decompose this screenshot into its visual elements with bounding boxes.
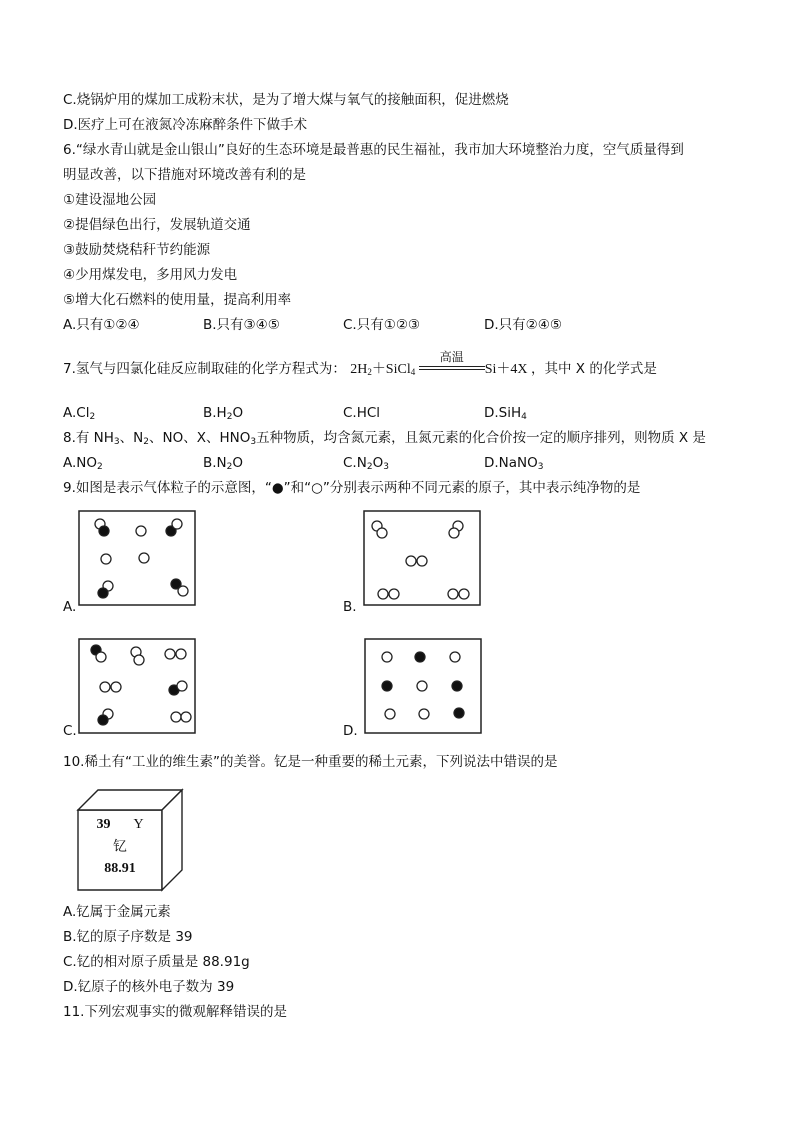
q6-item-1: ①建设湿地公园 — [63, 192, 157, 208]
question-10-stem: 10.稀土有“工业的维生素”的美誉。钇是一种重要的稀土元素，下列说法中错误的是 — [63, 754, 558, 770]
element-cube-yttrium — [64, 786, 188, 898]
white-atom — [136, 526, 146, 536]
question-11-stem: 11.下列宏观事实的微观解释错误的是 — [63, 1004, 287, 1020]
white-atom — [406, 556, 416, 566]
element-info — [78, 814, 162, 880]
equals-line-top — [419, 366, 485, 367]
q7-option-d[interactable]: D.SiH$_4$ — [484, 405, 527, 422]
element-symbol: Y — [133, 817, 144, 832]
particle-diagram-a[interactable] — [78, 510, 202, 610]
white-atom — [181, 712, 191, 722]
q7-option-c[interactable]: C.HCl — [343, 405, 381, 421]
white-atom — [171, 712, 181, 722]
white-atom — [448, 589, 458, 599]
black-atom — [452, 681, 462, 691]
q6-item-5: ⑤增大化石燃料的使用量，提高利用率 — [63, 292, 292, 308]
atomic-mass: 88.91 — [104, 861, 136, 876]
q7-suffix: ，其中 X 的化学式是 — [531, 361, 657, 377]
black-atom — [99, 526, 109, 536]
q7-option-a[interactable]: $A.Cl_2$ — [63, 405, 96, 422]
condition-label: 高温 — [439, 350, 464, 364]
white-atom — [178, 586, 188, 596]
white-atom — [111, 682, 121, 692]
white-atom — [377, 528, 387, 538]
white-atom — [100, 682, 110, 692]
white-atom — [459, 589, 469, 599]
white-atom — [101, 554, 111, 564]
q10-option-d[interactable]: D.钇原子的核外电子数为 39 — [63, 979, 235, 995]
q6-option-a[interactable]: A.只有①②④ — [63, 317, 140, 333]
line-c-coal: C.烧锅炉用的煤加工成粉末状，是为了增大煤与氧气的接触面积，促进燃烧 — [63, 92, 509, 108]
white-atom — [419, 709, 429, 719]
question-9-stem: 9.如图是表示气体粒子的示意图，“●”和“○”分别表示两种不同元素的原子，其中表示纯净物的是 — [63, 480, 641, 496]
q10-option-b[interactable]: B.钇的原子序数是 39 — [63, 929, 193, 945]
white-atom — [449, 528, 459, 538]
white-atom — [417, 556, 427, 566]
black-atom — [454, 708, 464, 718]
q7-prefix: 7.氢气与四氯化硅反应制取硅的化学方程式为： — [63, 361, 346, 377]
white-atom — [165, 649, 175, 659]
white-atom — [385, 709, 395, 719]
q7-option-b[interactable]: $B.H_2O$ — [203, 405, 244, 422]
equals-line-bottom — [419, 369, 485, 370]
reaction-condition — [419, 350, 485, 378]
q8-option-d[interactable]: D.NaNO$_3$ — [484, 455, 544, 472]
figure-label-b: B. — [343, 599, 357, 615]
q6-option-b[interactable]: B.只有③④⑤ — [203, 317, 280, 333]
line-d-liquid-nitrogen: D.医疗上可在液氮冷冻麻醉条件下做手术 — [63, 117, 308, 133]
atomic-number: 39 — [96, 817, 111, 832]
q8-option-a[interactable]: $A.NO_2$ — [63, 455, 103, 472]
q7-equation: $2H_2+SiCl_4$ 高温 Si＋4X — [350, 350, 528, 377]
q6-item-3: ③鼓励焚烧秸秆节约能源 — [63, 242, 211, 258]
particle-diagram-b[interactable] — [360, 510, 488, 610]
white-atom — [134, 655, 144, 665]
q6-item-4: ④少用煤发电，多用风力发电 — [63, 267, 238, 283]
white-atom — [139, 553, 149, 563]
white-atom — [389, 589, 399, 599]
black-atom — [382, 681, 392, 691]
white-atom — [378, 589, 388, 599]
white-atom — [176, 649, 186, 659]
white-atom — [450, 652, 460, 662]
figure-label-c: C. — [63, 723, 77, 739]
q10-option-c[interactable]: C.钇的相对原子质量是 88.91g — [63, 954, 250, 970]
white-atom — [172, 519, 182, 529]
white-atom — [417, 681, 427, 691]
question-6-stem: 6.“绿水青山就是金山银山”良好的生态环境是最普惠的民生福祉，我市加大环境整治力度，空气质量得到 — [63, 142, 684, 158]
white-atom — [177, 681, 187, 691]
figure-label-a: A. — [63, 599, 77, 615]
element-name: 钇 — [113, 839, 127, 855]
particle-diagram-c[interactable] — [78, 638, 202, 738]
figure-label-d: D. — [343, 723, 358, 739]
white-atom — [382, 652, 392, 662]
particle-diagram-d[interactable] — [364, 638, 488, 738]
black-atom — [415, 652, 425, 662]
question-7-stem — [63, 350, 657, 381]
black-atom — [98, 715, 108, 725]
black-atom — [98, 588, 108, 598]
q8-option-b[interactable]: $B.N_2O$ — [203, 455, 244, 472]
q6-option-c[interactable]: C.只有①②③ — [343, 317, 421, 333]
question-8-stem: 8.有 $NH_3$、$N_2$、NO、X、$HNO_3$五种物质，均含氮元素，且氮元素的化合价按一定的顺序排列，则物质 X 是 — [63, 430, 706, 447]
question-6-stem-cont: 明显改善，以下措施对环境改善有利的是 — [63, 167, 306, 183]
white-atom — [96, 652, 106, 662]
q10-option-a[interactable]: A.钇属于金属元素 — [63, 904, 171, 920]
q6-option-d[interactable]: D.只有②④⑤ — [484, 317, 562, 333]
q8-option-c[interactable]: $C.N_2O_3$ — [343, 455, 389, 472]
q6-item-2: ②提倡绿色出行，发展轨道交通 — [63, 217, 251, 233]
